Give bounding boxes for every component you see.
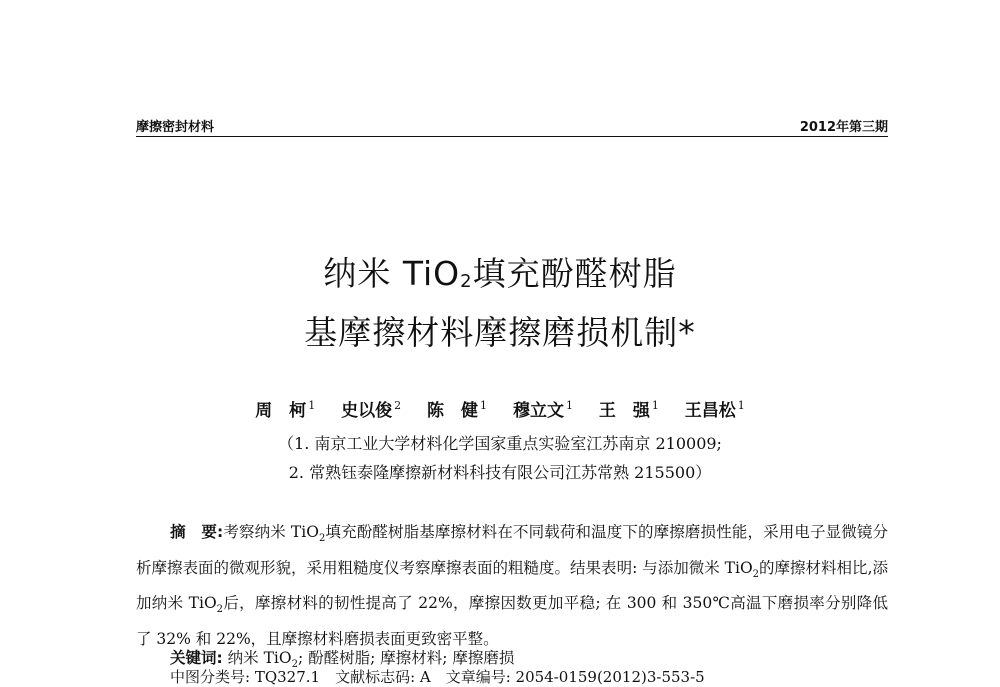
issue-label: 2012年第三期	[799, 120, 888, 135]
paper-title-line1	[0, 248, 1000, 295]
abstract-label: 摘 要:	[170, 523, 224, 541]
title-prefix: 纳米 TiO	[323, 254, 461, 293]
title-subscript: 2	[460, 271, 473, 292]
journal-name: 摩擦密封材料	[136, 120, 215, 135]
author: 周 柯 $^1$	[255, 399, 316, 421]
abstract-text: 考察纳米 TiO	[223, 523, 319, 541]
paper-title-line2: 基摩擦材料摩擦磨损机制*	[304, 313, 696, 352]
running-header	[136, 116, 888, 136]
author: 王 强 $^1$	[598, 399, 659, 421]
author: 陈 健 $^1$	[427, 399, 488, 421]
keywords: 关键词: 纳米 TiO$_2$; 酚醛树脂; 摩擦材料; 摩擦磨损	[170, 649, 515, 671]
affiliation-line-2: 2. 常熟钰泰隆摩擦新材料科技有限公司江苏常熟 215500）	[288, 463, 712, 482]
header-rule	[136, 136, 888, 137]
title-suffix: 填充酚醛树脂	[472, 254, 677, 293]
affiliation-line-1: （1. 南京工业大学材料化学国家重点实验室江苏南京 210009;	[278, 434, 722, 453]
abstract: 摘 要:考察纳米 TiO$_2$填充酚醛树脂基摩擦材料在不同载荷和温度下的摩擦磨损性能，采用电子显微镜分析摩擦表面的微观形貌，采用粗糙度仪考察摩擦表面的粗糙度。结果表明: 与添加微米 TiO$_2$的摩擦材料相比,添加纳米 TiO$_2$后，摩擦材料的韧性提高了 22%，摩擦因数更加平稳; 在 300 和 350℃高温下磨损率分别降低了 32% 和 22%，且摩擦材料磨损表面更致密平整。	[136, 523, 888, 648]
classification-line: 中图分类号: TQ327.1 文献标志码: A 文章编号: 2054-0159(2012)3-553-5	[170, 668, 705, 686]
keywords-label: 关键词:	[170, 649, 223, 667]
author: 穆立文 $^1$	[512, 399, 573, 421]
author: 史以俊 $^2$	[341, 399, 402, 421]
author-list	[0, 396, 1000, 421]
author: 王昌松 $^1$	[684, 399, 745, 421]
